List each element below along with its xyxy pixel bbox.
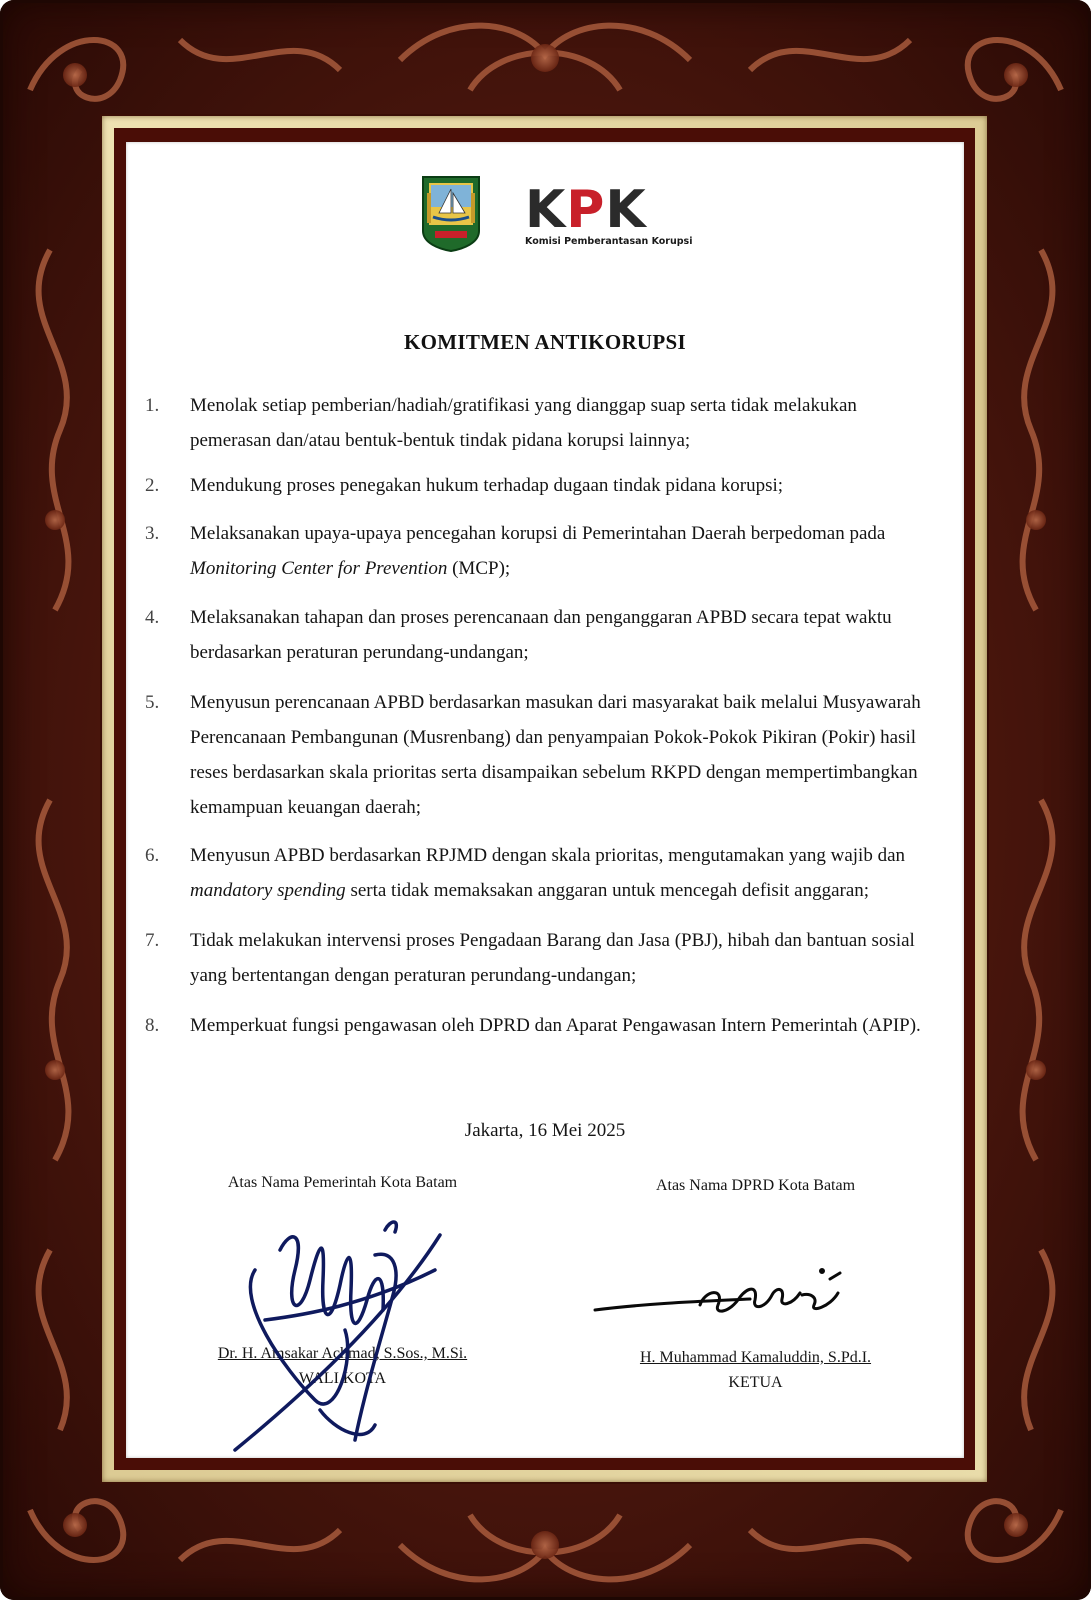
- item-line: [190, 551, 957, 586]
- item-text: serta tidak memaksakan anggaran untuk mencegah defisit anggaran;: [345, 880, 870, 901]
- item-line: Menyusun APBD berdasarkan RPJMD dengan skala prioritas, mengutamakan yang wajib dan: [190, 845, 906, 866]
- left-signatory-label: Atas Nama Pemerintah Kota Batam: [227, 1174, 458, 1191]
- item-line: Mendukung proses penegakan hukum terhadap dugaan tindak pidana korupsi;: [190, 475, 784, 496]
- item-number: 4.: [145, 607, 160, 628]
- item-line: [190, 873, 957, 908]
- item-line: Menyusun perencanaan APBD berdasarkan masukan dari masyarakat baik melalui Musyawarah: [190, 692, 921, 713]
- item-number: 6.: [145, 845, 160, 866]
- right-signatory-label: Atas Nama DPRD Kota Batam: [655, 1177, 856, 1194]
- item-number: 8.: [145, 1015, 160, 1036]
- item-line: Tidak melakukan intervensi proses Pengadaan Barang dan Jasa (PBJ), hibah dan bantuan sosial: [190, 930, 915, 951]
- item-line: Melaksanakan upaya-upaya pencegahan korupsi di Pemerintahan Daerah berpedoman pada: [190, 523, 886, 544]
- right-signatory-name: H. Muhammad Kamaluddin, S.Pd.I.: [639, 1349, 872, 1366]
- item-line: Memperkuat fungsi pengawasan oleh DPRD dan Aparat Pengawasan Intern Pemerintah (APIP).: [190, 1015, 921, 1036]
- kpk-subtitle: Komisi Pemberantasan Korupsi: [525, 236, 693, 247]
- item-line: reses berdasarkan skala prioritas serta disampaikan sebelum RKPD dengan mempertimbangkan: [190, 762, 918, 783]
- item-line: Perencanaan Pembangunan (Musrenbang) dan penyampaian Pokok-Pokok Pikiran (Pokir) hasil: [190, 727, 917, 748]
- document-title: KOMITMEN ANTIKORUPSI: [404, 330, 686, 354]
- item-italic-text: Monitoring Center for Prevention: [190, 558, 448, 579]
- right-signatory-role: KETUA: [728, 1374, 783, 1391]
- left-signatory-role: WALI KOTA: [298, 1370, 387, 1387]
- item-line: kemampuan keuangan daerah;: [190, 797, 422, 818]
- right-signature-icon: [590, 1265, 860, 1335]
- item-line: yang bertentangan dengan peraturan perundang-undangan;: [190, 965, 637, 986]
- item-line: berdasarkan peraturan perundang-undangan;: [190, 642, 529, 663]
- item-number: 2.: [145, 475, 160, 496]
- left-signature-icon: [225, 1210, 465, 1460]
- item-number: 5.: [145, 692, 160, 713]
- kpk-logo-icon: KPK: [525, 180, 647, 240]
- item-line: pemerasan dan/atau bentuk-bentuk tindak pidana korupsi lainnya;: [190, 430, 691, 451]
- item-text: (MCP);: [447, 558, 511, 579]
- item-italic-text: mandatory spending: [190, 880, 346, 901]
- item-number: 3.: [145, 523, 160, 544]
- item-line: Menolak setiap pemberian/hadiah/gratifikasi yang dianggap suap serta tidak melakukan: [190, 395, 857, 416]
- item-number: 7.: [145, 930, 160, 951]
- item-number: 1.: [145, 395, 160, 416]
- item-line: Melaksanakan tahapan dan proses perencanaan dan penganggaran APBD secara tepat waktu: [190, 607, 892, 628]
- place-date: Jakarta, 16 Mei 2025: [464, 1120, 626, 1141]
- batam-city-emblem-icon: [421, 173, 481, 253]
- left-signatory-name: Dr. H. Amsakar Achmad, S.Sos., M.Si.: [217, 1345, 468, 1362]
